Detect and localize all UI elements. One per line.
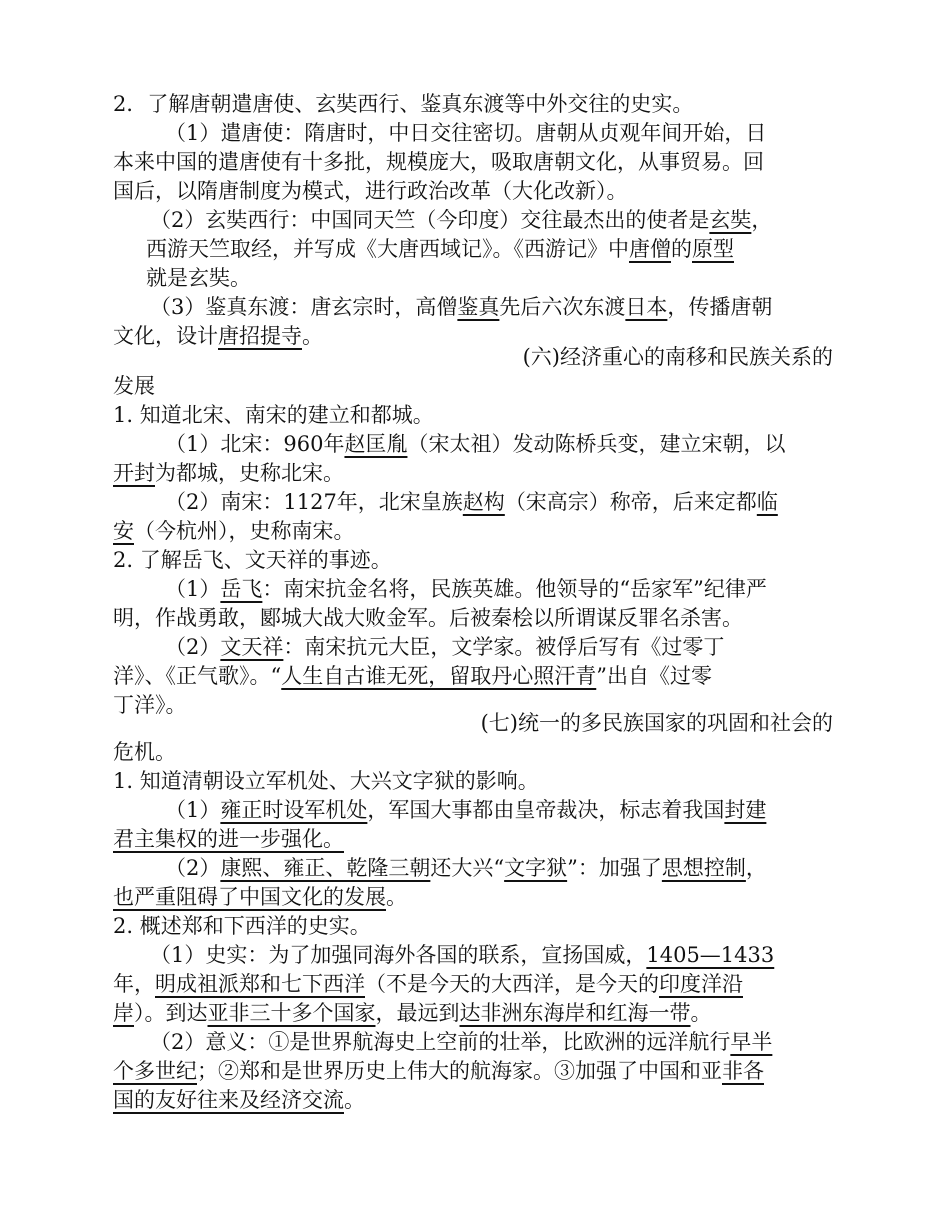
text-line: [165, 854, 767, 883]
paragraph-text: ，军国大事都由皇帝裁决，标志着我国: [367, 798, 725, 822]
underlined-term: 君主集权的进一步强化。: [113, 827, 344, 851]
paragraph-text: （今杭州），史称南宋。: [134, 519, 355, 543]
underlined-term: 康熙、雍正、乾隆三朝: [220, 856, 431, 880]
section-heading: 1. 知道北宋、南宋的建立和都城。: [113, 403, 434, 427]
underlined-term: 日本: [625, 295, 668, 319]
underlined-term: 唐僧: [629, 237, 671, 261]
section-heading: 2．了解唐朝遣唐使、玄奘西行、鉴真东渡等中外交往的史实。: [113, 92, 694, 116]
underlined-term: 安: [113, 519, 134, 543]
paragraph-text: 还大兴“: [430, 856, 505, 880]
paragraph-text: 丁洋》。: [113, 693, 187, 717]
paragraph-text: 西游天竺取经，并写成《大唐西域记》。《西游记》中: [146, 237, 629, 261]
section-heading: 1. 知道清朝设立军机处、大兴文字狱的影响。: [113, 769, 539, 793]
paragraph-text: （宋太祖）发动陈桥兵变，建立宋朝，以: [407, 432, 786, 456]
text-line: [113, 517, 355, 546]
underlined-term: 岸: [113, 1001, 134, 1025]
section-title-text: (六)经济重心的南移和民族关系的: [522, 345, 833, 369]
text-line: [113, 883, 407, 912]
underlined-term: 岳飞: [220, 577, 263, 601]
paragraph-text: 先后六次东渡: [499, 295, 626, 319]
paragraph-text: （3）鉴真东渡：唐玄宗时，高僧: [150, 295, 458, 319]
paragraph-text: 洋》、《正气歌》。“: [113, 664, 282, 688]
paragraph-text: 。: [690, 1001, 712, 1025]
underlined-term: 非各: [722, 1059, 764, 1083]
paragraph-text: （1）遣唐使：隋唐时，中日交往密切。唐朝从贞观年间开始，日: [165, 121, 767, 145]
text-line: [113, 738, 176, 767]
text-line: [113, 1057, 764, 1086]
section-heading: 2. 了解岳飞、文天祥的事迹。: [113, 548, 392, 572]
paragraph-text: （2）南宋：1127年，北宋皇族: [165, 490, 463, 514]
underlined-term: 国的友好往来及经济交流: [113, 1088, 344, 1112]
section-title-text: 危机。: [113, 740, 176, 764]
paragraph-text: （1）史实：为了加强同海外各国的联系，宣扬国威，: [150, 943, 647, 967]
paragraph-text: （1）: [165, 798, 221, 822]
paragraph-text: （1）: [165, 577, 221, 601]
underlined-term: 雍正时设军机处: [220, 798, 368, 822]
underlined-term: 明成祖派郑和七下西洋: [155, 972, 365, 996]
section-title: [523, 343, 833, 372]
text-line: [165, 796, 766, 825]
underlined-term: 达非洲东海岸和红海一带: [459, 1001, 691, 1025]
text-line: [113, 459, 344, 488]
underlined-term: 文字狱: [504, 856, 568, 880]
text-line: [113, 401, 434, 430]
text-line: [113, 825, 344, 854]
paragraph-text: ，传播唐朝: [667, 295, 773, 319]
underlined-term: 开封: [113, 461, 155, 485]
underlined-term: 赵匡胤: [344, 432, 408, 456]
paragraph-text: （2）: [165, 856, 221, 880]
underlined-term: 早半: [730, 1030, 773, 1054]
paragraph-text: 的: [671, 237, 692, 261]
paragraph-text: 年，: [113, 972, 155, 996]
paragraph-text: ”：加强了: [567, 856, 662, 880]
paragraph-text: （2）玄奘西行：中国同天竺（今印度）交往最杰出的使者是: [150, 208, 710, 232]
paragraph-text: ”出自《过零: [596, 664, 712, 688]
underlined-term: 亚非三十多个国家: [207, 1001, 376, 1025]
section-title: [481, 709, 833, 738]
text-line: [113, 662, 712, 691]
underlined-term: 玄奘: [709, 208, 752, 232]
text-line: [113, 912, 371, 941]
paragraph-text: 明，作战勇敢，郾城大战大败金军。后被秦桧以所谓谋反罪名杀害。: [113, 606, 743, 630]
underlined-term: 鉴真: [457, 295, 500, 319]
underlined-term: 印度洋沿: [659, 972, 743, 996]
paragraph-text: ，: [745, 856, 767, 880]
paragraph-text: （1）北宋：960年: [165, 432, 345, 456]
underlined-term: 临: [756, 490, 778, 514]
text-line: [113, 1086, 365, 1115]
text-line: [146, 235, 734, 264]
paragraph-text: ：南宋抗金名将，民族英雄。他领导的“岳家军”纪律严: [262, 577, 767, 601]
underlined-term: 封建: [724, 798, 767, 822]
underlined-term: 人生自古谁无死，留取丹心照汗青: [281, 664, 597, 688]
text-line: [165, 488, 778, 517]
text-line: [146, 264, 251, 293]
underlined-term: 赵构: [462, 490, 505, 514]
text-line: [150, 293, 772, 322]
paragraph-text: （不是今天的大西洋，是今天的: [365, 972, 659, 996]
paragraph-text: 就是玄奘。: [146, 266, 251, 290]
paragraph-text: 文化，设计: [113, 324, 218, 348]
text-line: [113, 322, 323, 351]
text-line: [113, 148, 764, 177]
paragraph-text: ）。到达: [134, 1001, 208, 1025]
paragraph-text: ，最远到: [375, 1001, 460, 1025]
text-line: [113, 691, 187, 720]
underlined-term: 文天祥: [220, 635, 284, 659]
paragraph-text: ；②郑和是世界历史上伟大的航海家。③加强了中国和亚: [197, 1059, 722, 1083]
text-line: [113, 767, 539, 796]
paragraph-text: 。: [302, 324, 323, 348]
text-line: [113, 546, 392, 575]
section-title-text: 发展: [113, 374, 155, 398]
paragraph-text: 。: [344, 1088, 365, 1112]
paragraph-text: 本来中国的遣唐使有十多批，规模庞大，吸取唐朝文化，从事贸易。回: [113, 150, 764, 174]
text-line: [113, 970, 743, 999]
text-line: [113, 604, 743, 633]
text-line: [150, 1028, 772, 1057]
underlined-term: 原型: [692, 237, 734, 261]
section-title-text: (七)统一的多民族国家的巩固和社会的: [480, 711, 833, 735]
paragraph-text: 国后，以隋唐制度为模式，进行政治改革（大化改新）。: [113, 179, 628, 203]
text-line: [150, 206, 772, 235]
paragraph-text: （2）: [165, 635, 221, 659]
text-line: [165, 119, 766, 148]
section-heading: 2. 概述郑和下西洋的史实。: [113, 914, 371, 938]
text-line: [113, 999, 712, 1028]
underlined-term: 思想控制: [661, 856, 746, 880]
underlined-term: 1405—1433: [646, 943, 775, 967]
text-line: [113, 372, 155, 401]
text-line: [113, 177, 628, 206]
paragraph-text: （宋高宗）称帝，后来定都: [504, 490, 757, 514]
text-line: [165, 430, 785, 459]
paragraph-text: ：南宋抗元大臣，文学家。被俘后写有《过零丁: [283, 635, 725, 659]
paragraph-text: 。: [386, 885, 407, 909]
paragraph-text: （2）意义：①是世界航海史上空前的壮举，比欧洲的远洋航行: [150, 1030, 731, 1054]
text-line: [165, 575, 767, 604]
underlined-term: 也严重阻碍了中国文化的发展: [113, 885, 386, 909]
text-line: [113, 90, 693, 119]
paragraph-text: ，: [751, 208, 773, 232]
text-line: [165, 633, 724, 662]
text-line: [150, 941, 774, 970]
paragraph-text: 为都城，史称北宋。: [155, 461, 344, 485]
underlined-term: 唐招提寺: [218, 324, 302, 348]
underlined-term: 个多世纪: [113, 1059, 197, 1083]
